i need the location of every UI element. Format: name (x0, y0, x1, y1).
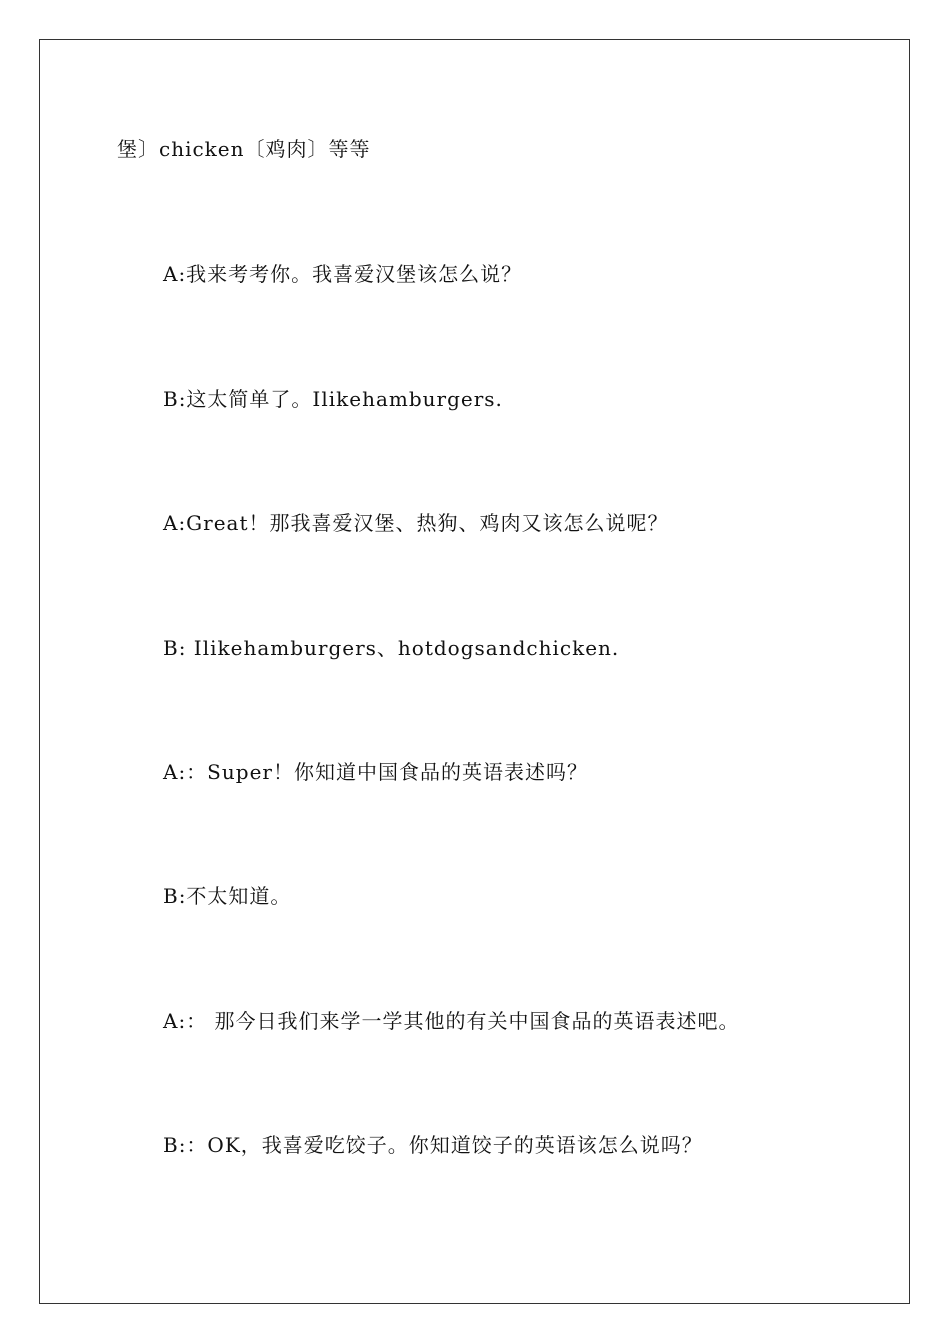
dialogue-line-a-1: A:我来考考你。我喜爱汉堡该怎么说？ (163, 262, 523, 286)
dialogue-line-a-4: A:： 那今日我们来学一学其他的有关中国食品的英语表述吧。 (163, 1009, 740, 1033)
dialogue-line-b-4: B:：OK，我喜爱吃饺子。你知道饺子的英语该怎么说吗？ (163, 1133, 703, 1157)
dialogue-line-b-2: B: Ilikehamburgers、hotdogsandchicken. (163, 636, 620, 660)
dialogue-line-b-3: B:不太知道。 (163, 884, 292, 908)
page-frame (39, 39, 910, 1304)
dialogue-line-a-3: A:：Super！你知道中国食品的英语表述吗？ (163, 760, 588, 784)
dialogue-line-b-1: B:这太简单了。Ilikehamburgers. (163, 387, 503, 411)
text-line-continuation: 堡〕chicken〔鸡肉〕等等 (117, 137, 371, 161)
dialogue-line-a-2: A:Great！那我喜爱汉堡、热狗、鸡肉又该怎么说呢？ (163, 511, 669, 535)
